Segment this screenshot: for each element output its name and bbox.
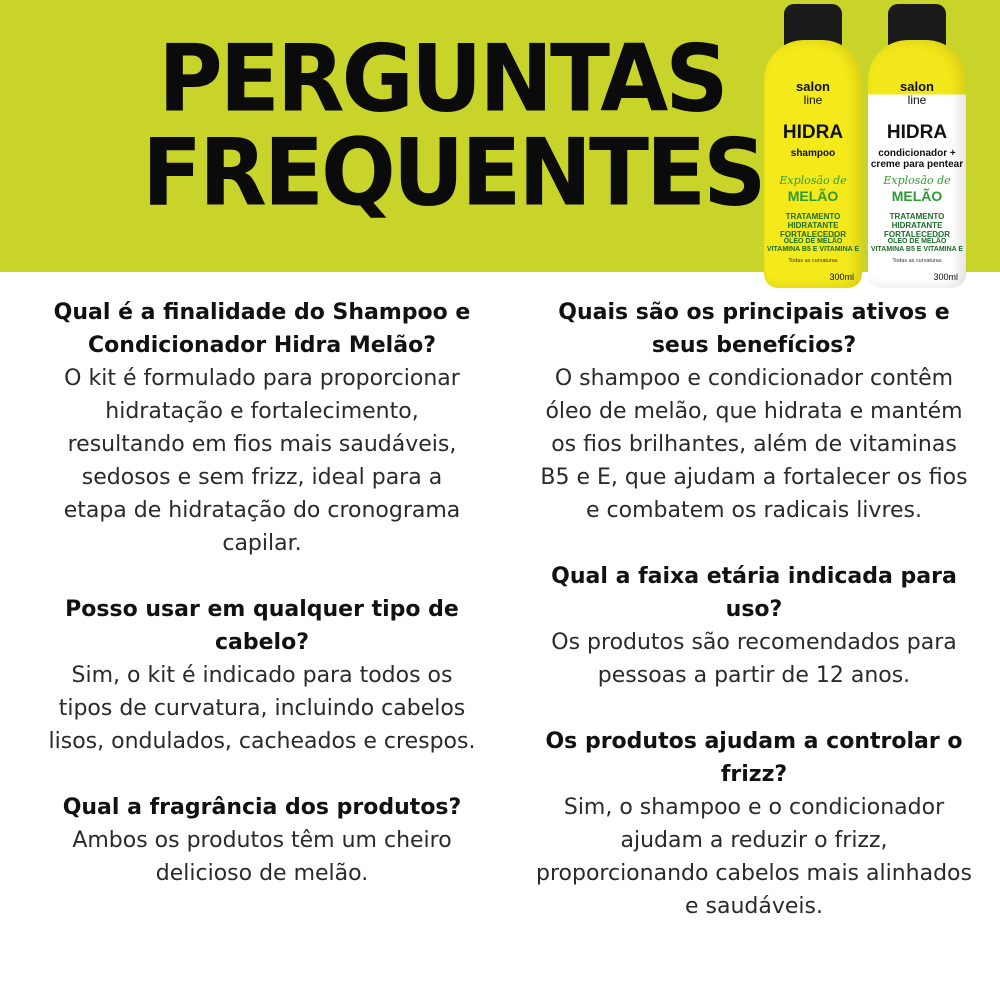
page-title <box>142 24 764 227</box>
faq-question: Qual a faixa etária indicada para uso? <box>551 564 957 622</box>
product-flavor: MELÃO <box>891 188 943 204</box>
product-line: HIDRA <box>886 122 948 143</box>
brand-logo: salon <box>900 79 934 94</box>
product-line: HIDRA <box>782 122 844 143</box>
faq-question: Qual a fragrância dos produtos? <box>62 795 462 820</box>
faq-column-left <box>48 296 476 923</box>
product-curls: Todas as curvaturas <box>892 258 942 264</box>
faq-item <box>48 593 476 758</box>
product-oil <box>764 238 862 254</box>
product-type: condicionador + creme para pentear <box>870 148 964 170</box>
brand-logo-sub: line <box>803 93 823 107</box>
bottle-body <box>764 40 862 288</box>
product-volume: 300ml <box>829 272 854 282</box>
faq-answer: Ambos os produtos têm um cheiro delicioso de melão. <box>72 828 452 886</box>
product-script: Explosão de <box>883 174 951 187</box>
faq-question: Quais são os principais ativos e seus benefícios? <box>558 300 950 358</box>
product-flavor: MELÃO <box>787 188 839 204</box>
oil-label: ÓLEO DE MELÃO <box>887 238 947 245</box>
vitamins-label: VITAMINA B5 E VITAMINA E <box>870 246 964 253</box>
faq-question: Qual é a finalidade do Shampoo e Condicionador Hidra Melão? <box>53 300 471 358</box>
brand-logo: salon <box>796 79 830 94</box>
brand-logo-sub: line <box>907 93 927 107</box>
product-type: shampoo <box>790 148 836 159</box>
header-banner <box>0 0 1000 282</box>
faq-answer: Sim, o shampoo e o condicionador ajudam a reduzir o frizz, proporcionando cabelos mais alinhados e saudáveis. <box>536 795 972 919</box>
faq-answer: Sim, o kit é indicado para todos os tipos de curvatura, incluindo cabelos lisos, ondulados, cacheados e crespos. <box>48 663 476 754</box>
faq-column-right <box>534 296 974 956</box>
faq-item <box>48 791 476 890</box>
faq-question: Posso usar em qualquer tipo de cabelo? <box>65 597 459 655</box>
faq-item <box>534 560 974 692</box>
faq-item <box>534 296 974 527</box>
faq-item <box>534 725 974 923</box>
faq-answer: Os produtos são recomendados para pessoas a partir de 12 anos. <box>551 630 957 688</box>
vitamins-label: VITAMINA B5 E VITAMINA E <box>766 246 860 253</box>
title-line-2: FREQUENTES <box>142 118 764 227</box>
product-treatment: TRATAMENTO HIDRATANTE FORTALECEDOR <box>779 212 847 239</box>
bottle-body <box>868 40 966 288</box>
faq-answer: O shampoo e condicionador contêm óleo de melão, que hidrata e mantém os fios brilhantes, além de vitaminas B5 e E, que ajudam a fortalecer os fios e combatem os radicais livres. <box>540 366 968 523</box>
product-volume: 300ml <box>933 272 958 282</box>
oil-label: ÓLEO DE MELÃO <box>783 238 843 245</box>
product-treatment: TRATAMENTO HIDRATANTE FORTALECEDOR <box>883 212 951 239</box>
product-oil <box>868 238 966 254</box>
product-curls: Todas as curvaturas <box>788 258 838 264</box>
title-line-1: PERGUNTAS <box>158 24 726 133</box>
faq-question: Os produtos ajudam a controlar o frizz? <box>545 729 963 787</box>
product-script: Explosão de <box>779 174 847 187</box>
faq-item <box>48 296 476 560</box>
faq-answer: O kit é formulado para proporcionar hidratação e fortalecimento, resultando em fios mais saudáveis, sedosos e sem frizz, ideal para a etapa de hidratação do cronograma capilar. <box>63 366 461 556</box>
